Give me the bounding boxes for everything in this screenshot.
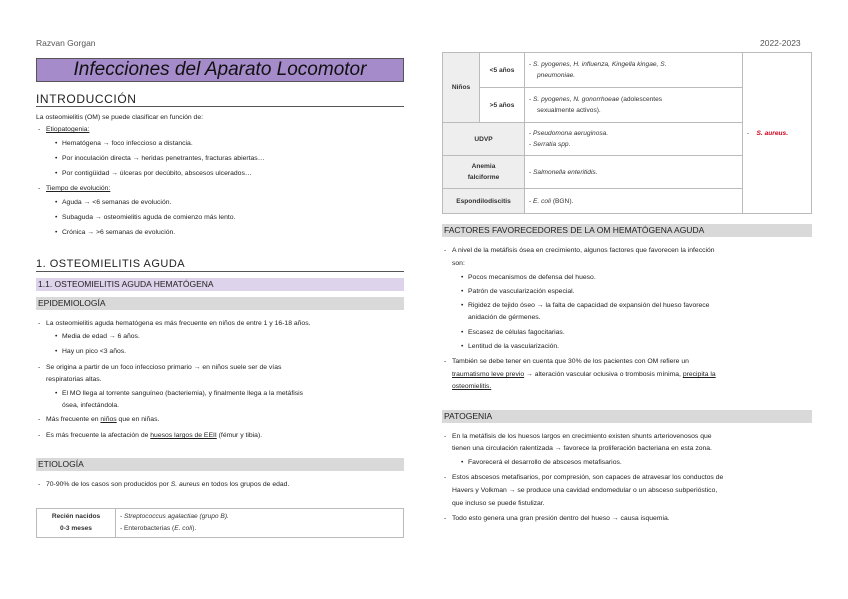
- time-label-text: Tiempo de evolución:: [46, 185, 111, 192]
- ninos-cell: Niños: [443, 53, 480, 123]
- patogenia-item-cont: Havers y Volkman → se produce una cavidad endomedular o un absceso subperióstico,: [452, 487, 718, 494]
- udvp-organisms: [525, 123, 743, 156]
- organism-note: (adolescentes: [619, 96, 663, 103]
- etiologia-heading: ETIOLOGÍA: [38, 459, 84, 469]
- etiologia-item: [46, 479, 289, 492]
- row-label: 0-3 meses: [60, 525, 92, 532]
- organism-name: S. pyogenes, H. influenza, Kingella kingae, S.: [533, 61, 667, 68]
- section1-divider: [36, 271, 404, 272]
- epi3-underlined: niños: [100, 416, 117, 423]
- patogenia-band: [442, 410, 812, 423]
- organism-name: S. pyogenes, N. gonorrhoeae: [533, 96, 620, 103]
- factor-item: • Rigidez de tejido óseo → la falta de capacidad de expansión del hueso favorece: [468, 300, 709, 313]
- epi4-pre: Es más frecuente la afectación de: [46, 432, 151, 439]
- factores-heading: FACTORES FAVORECEDORES DE LA OM HEMATÓGENA AGUDA: [444, 225, 705, 235]
- patogenia-item-cont: tienen una circulación ralentizada → favorece la proliferación bacteriana en esta zona.: [452, 445, 712, 452]
- organism-pre: Enterobacterias (: [124, 525, 175, 532]
- epi-subitem: • El MO llega al torrente sanguíneo (bacteriemia), y finalmente llega a la metáfisis: [62, 388, 303, 401]
- tambien-underlined: precipita la: [682, 371, 716, 378]
- saureus-cell: - S. aureus.: [743, 53, 812, 214]
- row-label: Anemia: [471, 163, 496, 170]
- etio-item: • Por inoculación directa → heridas penetrantes, fracturas abiertas…: [62, 153, 265, 166]
- tambien-mid: → alteración vascular oclusiva o trombosis mínima,: [524, 371, 683, 378]
- row-label: Recién nacidos: [51, 513, 101, 520]
- saureus-text: S. aureus.: [756, 129, 789, 137]
- factor-item: • Lentitud de la vascularización.: [468, 341, 559, 354]
- intro-lead: La osteomielitis (OM) se puede clasificar en función de:: [36, 114, 203, 121]
- factor-item-cont: anidación de gérmenes.: [468, 314, 541, 321]
- tambien-underlined: traumatismo leve previo: [452, 371, 525, 378]
- patogenia-subitem: • Favorecerá el desarrollo de abscesos metafisarios.: [468, 457, 622, 470]
- table-row: [443, 53, 812, 88]
- patogenia-heading: PATOGENIA: [444, 411, 493, 421]
- organism-item: - S. pyogenes, N. gonorrhoeae (adolescentes: [529, 96, 663, 103]
- organism-name: Serratia spp.: [533, 141, 571, 148]
- factor-item: • Pocos mecanismos de defensa del hueso.: [468, 272, 596, 285]
- organism-item: - Enterobacterias (E. coli).: [120, 525, 197, 532]
- intro-etio-label: [46, 124, 89, 137]
- epi-item: [46, 414, 159, 427]
- factores-tambien-cont: [452, 369, 716, 382]
- time-item: • Subaguda → osteomielitis aguda de comienzo más lento.: [62, 212, 235, 225]
- intro-divider: [36, 106, 404, 107]
- organism-item: - S. pyogenes, H. influenza, Kingella kingae, S.: [529, 61, 667, 68]
- etiology-table-groups: [442, 52, 812, 214]
- newborn-label-cell: [37, 509, 116, 538]
- patogenia-item: - Todo esto genera una gran presión dentro del hueso → causa isquemia.: [452, 513, 670, 526]
- subsection-heading: 1.1. OSTEOMIELITIS AGUDA HEMATÓGENA: [38, 279, 214, 289]
- document-title: Infecciones del Aparato Locomotor: [73, 59, 367, 80]
- epi-item-cont: respiratorias altas.: [46, 376, 102, 383]
- time-item: • Crónica → >6 semanas de evolución.: [62, 227, 175, 240]
- factores-lead-cont: son:: [452, 260, 465, 267]
- organism-name: Salmonella enteritidis.: [533, 168, 598, 176]
- factor-item: • Patrón de vascularización especial.: [468, 286, 575, 299]
- espondil-organisms: - E. coli (BGN).: [525, 189, 743, 214]
- table-row: [37, 509, 404, 538]
- udvp-cell: UDVP: [443, 123, 525, 156]
- organism-item-cont: [529, 70, 738, 81]
- lt5-organisms: [525, 53, 743, 88]
- etiol-post: en todos los grupos de edad.: [199, 481, 290, 488]
- age-gt5-cell: >5 años: [480, 88, 525, 123]
- etiologia-band: [36, 458, 404, 471]
- etiol-pre: 70-90% de los casos son producidos por: [46, 481, 171, 488]
- epi-item: - La osteomielitis aguda hematógena es más frecuente en niños de entre 1 y 16-18 años.: [46, 318, 311, 331]
- organism-note: (BGN).: [551, 197, 574, 205]
- epi-subitem: • Media de edad → 6 años.: [62, 331, 140, 344]
- age-lt5-cell: <5 años: [480, 53, 525, 88]
- organism-name: E. coli: [174, 525, 193, 532]
- organism-name: Streptococcus agalactiae (grupo B).: [124, 513, 229, 520]
- time-item: • Aguda → <6 semanas de evolución.: [62, 197, 171, 210]
- subsection-band: [36, 278, 404, 291]
- epidemiologia-band: [36, 297, 404, 310]
- organism-item: - Serratia spp.: [529, 141, 571, 148]
- epi3-pre: Más frecuente en: [46, 416, 101, 423]
- intro-time-label: [46, 183, 110, 196]
- academic-year: 2022-2023: [760, 38, 801, 48]
- epi-subitem: • Hay un pico <3 años.: [62, 346, 126, 359]
- espondil-cell: Espondilodiscitis: [443, 189, 525, 214]
- organism-name: E. coli: [533, 197, 551, 205]
- patogenia-item: - Estos abscesos metafisarios, por compresión, son capaces de atravesar los conductos de: [452, 472, 723, 485]
- anemia-cell: [443, 156, 525, 189]
- etiology-table-newborns: [36, 508, 404, 538]
- organism-item: - Pseudomona aeruginosa.: [529, 130, 609, 137]
- organism-item-cont: sexualmente activos).: [537, 107, 601, 114]
- gt5-organisms: [525, 88, 743, 123]
- row-label: falciforme: [467, 174, 500, 181]
- newborn-organisms-cell: [116, 509, 404, 538]
- patogenia-item: - En la metáfisis de los huesos largos en crecimiento existen shunts arteriovenosos que: [452, 431, 712, 444]
- epidemiologia-heading: EPIDEMIOLOGÍA: [38, 298, 106, 308]
- tambien-underlined: osteomielitis.: [452, 383, 492, 390]
- epi-subitem-cont: ósea, infectándola.: [62, 402, 120, 409]
- organism-name: pneumoniae.: [537, 72, 576, 79]
- anemia-organisms: - Salmonella enteritidis.: [525, 156, 743, 189]
- factores-tambien: - También se debe tener en cuenta que 30% de los pacientes con OM refiere un: [452, 356, 689, 369]
- etio-item: • Por contigüidad → úlceras por decúbito, abscesos ulcerados…: [62, 168, 252, 181]
- factores-lead: - A nivel de la metáfisis ósea en crecimiento, algunos factores que favorecen la infección: [452, 245, 715, 258]
- organism-post: ).: [192, 525, 197, 532]
- document-title-box: [36, 58, 404, 82]
- section1-heading: 1. OSTEOMIELITIS AGUDA: [36, 258, 186, 270]
- epi-item: - Se origina a partir de un foco infeccioso primario → en niños suele ser de vías: [46, 362, 281, 375]
- organism-item: - Streptococcus agalactiae (grupo B).: [120, 513, 229, 520]
- etiol-organism: S. aureus: [170, 481, 200, 488]
- epi4-underlined: huesos largos de EEII: [150, 432, 217, 439]
- factores-tambien-cont: [452, 381, 491, 394]
- factor-item: • Escasez de células fagocitarias.: [468, 327, 565, 340]
- organism-name: Pseudomona aeruginosa.: [533, 130, 609, 137]
- author-name: Razvan Gorgan: [36, 38, 96, 48]
- patogenia-item-cont: que incluso se puede fistulizar.: [452, 500, 545, 507]
- epi3-post: que en niñas.: [116, 416, 160, 423]
- epi-item: [46, 430, 262, 443]
- epi4-post: (fémur y tibia).: [216, 432, 263, 439]
- factores-band: [442, 224, 812, 237]
- etio-label-text: Etiopatogenia:: [46, 126, 90, 133]
- etio-item: • Hematógena → foco infeccioso a distancia.: [62, 138, 193, 151]
- intro-heading: INTRODUCCIÓN: [36, 92, 137, 106]
